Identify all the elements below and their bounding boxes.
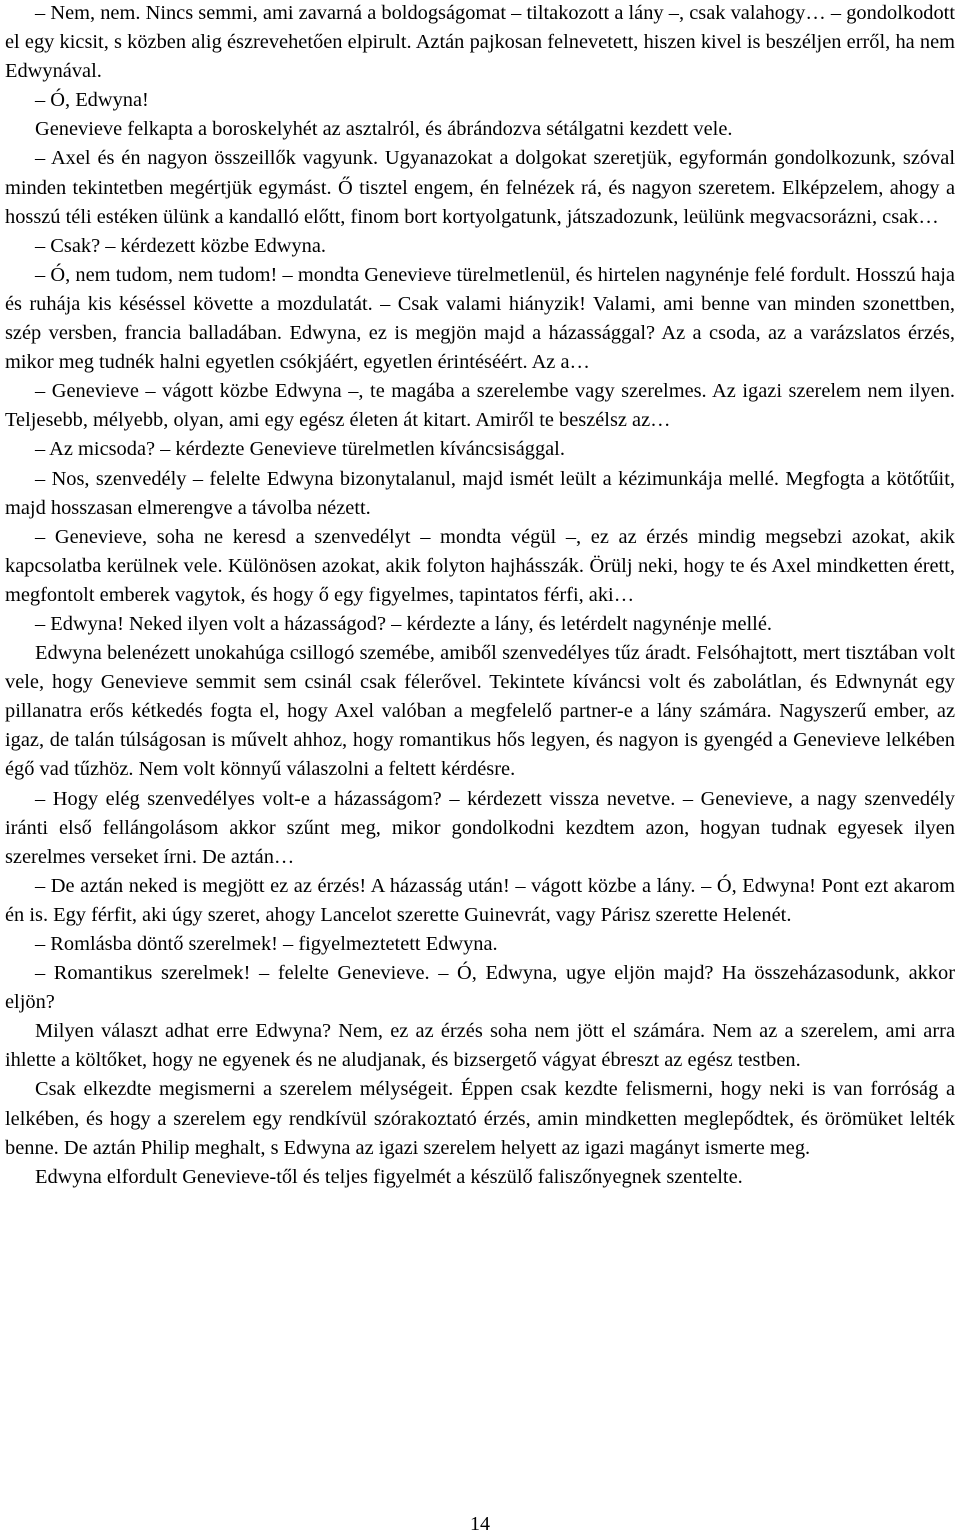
- paragraph: – Nem, nem. Nincs semmi, ami zavarná a boldogságomat – tiltakozott a lány –, csak valahogy… – gondolkodott el egy kicsit, s közben alig észrevehetően elpirult. Aztán pajkosan felnevetett, hiszen kivel is beszéljen erről, ha nem Edwynával.: [5, 2, 955, 83]
- paragraph: – Hogy elég szenvedélyes volt-e a házasságom? – kérdezett vissza nevetve. – Genevieve, a nagy szenvedély iránti első fellángolásom akkor szűnt meg, mikor gondolkodni kezdtem azon, hogyan tudnak egyesek ilyen szerelmes verseket írni. De aztán…: [5, 787, 955, 868]
- paragraph: – Ó, nem tudom, nem tudom! – mondta Genevieve türelmetlenül, és hirtelen nagynénje felé fordult. Hosszú haja és ruhája kis késéssel követte a mozdulatát. – Csak valami hiányzik! Valami, ami benne van minden szonettben, szép versben, francia balladában. Edwyna, ez is megjön majd a házassággal? Az a csoda, az a varázslatos érzés, mikor meg tudnék halni egyetlen csókjáért, egyetlen érintéséért. Az a…: [5, 263, 955, 374]
- paragraph: – Edwyna! Neked ilyen volt a házasságod? – kérdezte a lány, és letérdelt nagynénje mellé.: [35, 612, 772, 635]
- paragraph: Genevieve felkapta a boroskelyhét az asztalról, és ábrándozva sétálgatni kezdett vele.: [35, 118, 733, 141]
- paragraph: – Ó, Edwyna!: [35, 89, 149, 112]
- paragraph: – Csak? – kérdezett közbe Edwyna.: [35, 234, 327, 257]
- paragraph: Milyen választ adhat erre Edwyna? Nem, ez az érzés soha nem jött el számára. Nem az a szerelem, ami arra ihlette a költőket, hogy ne egyenek és ne aludjanak, és bizsergető vágyat ébreszt az egész testben.: [5, 1020, 955, 1072]
- paragraph: Edwyna elfordult Genevieve-től és teljes figyelmét a készülő faliszőnyegnek szentelte.: [35, 1165, 743, 1188]
- paragraph: – Genevieve – vágott közbe Edwyna –, te magába a szerelembe vagy szerelmes. Az igazi szerelem nem ilyen. Teljesebb, mélyebb, olyan, ami egy egész életen át kitart. Amiről te beszélsz az…: [5, 380, 955, 432]
- paragraph: Edwyna belenézett unokahúga csillogó szemébe, amiből szenvedélyes tűz áradt. Felsóhajtott, mert tisztában volt vele, hogy Genevieve semmit sem csinál csak félerővel. Tekintete kíváncsi volt és zabolátlan, és Edwnynát egy pillanatra erős kétkedés fogta el, hogy Axel valóban a megfelelő partner-e a lány számára. Nagyszerű ember, az igaz, de talán túlságosan is művelt ahhoz, hogy romantikus hős legyen, és nagyon is gyengéd a Genevieve lelkében égő vad tűzhöz. Nem volt könnyű válaszolni a feltett kérdésre.: [5, 642, 955, 781]
- paragraph: – Romlásba döntő szerelmek! – figyelmeztetett Edwyna.: [35, 933, 498, 955]
- paragraph: – Az micsoda? – kérdezte Genevieve türelmetlen kíváncsisággal.: [35, 438, 565, 461]
- page-number: 14: [470, 1513, 490, 1535]
- paragraph: – Axel és én nagyon összeillők vagyunk. Ugyanazokat a dolgokat szeretjük, egyformán gondolkozunk, szóval minden tekintetben megértjük egymást. Ő tisztel engem, én felnézek rá, és nagyon szeretem. Elképzelem, ahogy a hosszú téli estéken ülünk a kandalló előtt, finom bort kortyolgatunk, játszadozunk, leülünk megvacsorázni, csak…: [5, 147, 955, 228]
- document-page: [5, 0, 955, 1192]
- paragraph: – Nos, szenvedély – felelte Edwyna bizonytalanul, majd ismét leült a kézimunkája mellé. Megfogta a kötőtűit, majd hosszasan elmerengve a távolba nézett.: [5, 467, 955, 519]
- paragraph: – Genevieve, soha ne keresd a szenvedélyt – mondta végül –, ez az érzés mindig megsebzi azokat, akik kapcsolatba kerülnek vele. Különösen azokat, akik folyton hajhásszák. Örülj neki, hogy te és Axel mindketten érett, megfontolt emberek vagytok, és hogy ő egy figyelmes, tapintatos férfi, aki…: [5, 525, 955, 606]
- paragraph: – Romantikus szerelmek! – felelte Genevieve. – Ó, Edwyna, ugye eljön majd? Ha összeházasodunk, akkor eljön?: [5, 962, 955, 1014]
- paragraph: – De aztán neked is megjött ez az érzés! A házasság után! – vágott közbe a lány. – Ó, Edwyna! Pont ezt akarom én is. Egy férfit, aki úgy szeret, ahogy Lancelot szerette Guinevrát, vagy Párisz szerette Helenét.: [5, 874, 955, 926]
- paragraph: Csak elkezdte megismerni a szerelem mélységeit. Éppen csak kezdte felismerni, hogy neki is van forróság a lelkében, és hogy a szerelem egy rendkívül szórakoztató érzés, amin mindketten meglepődtek, és örömüket lelték benne. De aztán Philip meghalt, s Edwyna az igazi szerelem helyett az igazi magányt ismerte meg.: [5, 1078, 955, 1159]
